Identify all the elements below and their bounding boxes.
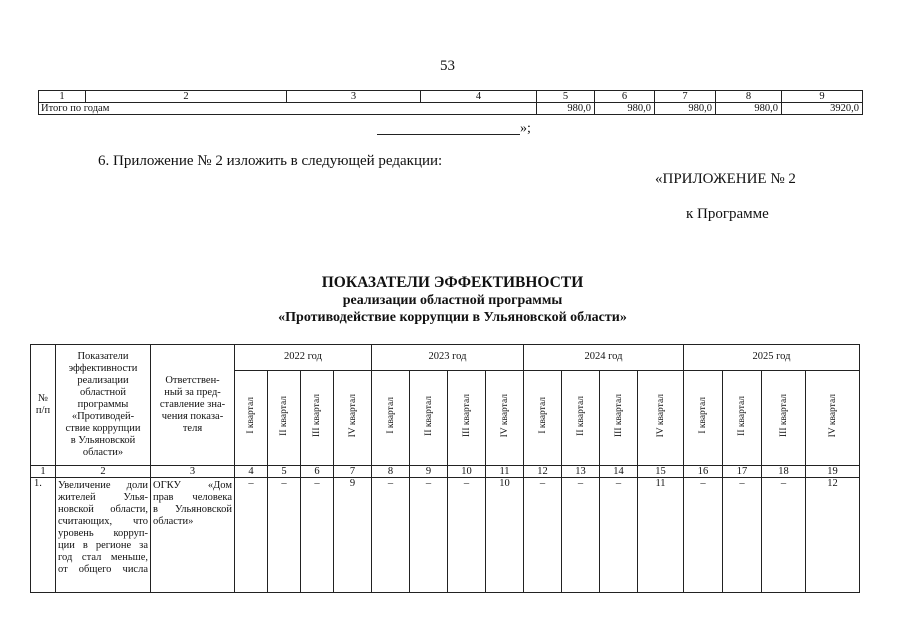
text-line: считающих, что <box>58 516 148 527</box>
title-line-3: «Противодействие коррупции в Ульяновской области» <box>278 310 627 325</box>
value-cell: – <box>235 478 268 593</box>
value-cell: – <box>410 478 448 593</box>
quarter-header <box>806 370 860 465</box>
header-text: № <box>37 393 49 404</box>
quarter-label: IV квартал <box>347 394 358 438</box>
header-cell: 7 <box>655 91 716 103</box>
text-line: прав человека <box>153 492 232 503</box>
text-line: новской области, <box>58 504 148 515</box>
value-cell: 12 <box>806 478 860 593</box>
quarter-header <box>524 370 562 465</box>
header-text: ставление зна- <box>159 399 226 410</box>
total-row-label: Итого по годам <box>39 103 537 115</box>
header-cell: 6 <box>595 91 655 103</box>
header-text: «Противодей- <box>71 411 135 422</box>
indicators-table <box>30 344 860 593</box>
quarter-header <box>372 370 410 465</box>
quarter-label: II квартал <box>575 395 586 436</box>
header-cell: 4 <box>421 91 537 103</box>
quarter-label: IV квартал <box>827 394 838 438</box>
value-cell: – <box>562 478 600 593</box>
column-number: 4 <box>235 466 268 478</box>
quarter-header <box>410 370 448 465</box>
column-number: 18 <box>762 466 806 478</box>
col-num-header <box>31 345 56 466</box>
value-cell: 11 <box>638 478 684 593</box>
appendix-title: «ПРИЛОЖЕНИЕ № 2 <box>655 171 796 187</box>
header-cell: 1 <box>39 91 86 103</box>
quarter-label: IV квартал <box>499 394 510 438</box>
quarter-label: II квартал <box>737 395 747 436</box>
table-row <box>31 478 860 593</box>
header-cell: 5 <box>537 91 595 103</box>
column-number: 3 <box>151 466 235 478</box>
col-indicator-header <box>56 345 151 466</box>
appendix-subtitle: к Программе <box>686 206 769 222</box>
header-cell: 3 <box>287 91 421 103</box>
quarter-header <box>638 370 684 465</box>
quarter-header <box>723 370 762 465</box>
header-text: ный за пред- <box>164 387 221 398</box>
text-line: области» <box>153 516 194 527</box>
col-responsible-header <box>151 345 235 466</box>
table-cell: 980,0 <box>595 103 655 115</box>
table-row <box>39 103 863 115</box>
column-number: 10 <box>448 466 486 478</box>
text-line: ции в регионе за <box>58 540 148 551</box>
header-cell: 8 <box>716 91 782 103</box>
value-cell: – <box>723 478 762 593</box>
year-header: 2024 год <box>524 345 684 371</box>
quarter-header <box>235 370 268 465</box>
quarter-label: III квартал <box>461 394 472 438</box>
table-cell: 980,0 <box>716 103 782 115</box>
quarter-label: III квартал <box>613 394 624 438</box>
value-cell: – <box>684 478 723 593</box>
table-cell: 3920,0 <box>782 103 863 115</box>
quarter-label: III квартал <box>778 394 789 438</box>
column-number: 16 <box>684 466 723 478</box>
year-header: 2023 год <box>372 345 524 371</box>
header-text: в Ульяновской <box>70 435 136 446</box>
header-text: области» <box>82 447 124 458</box>
header-text: теля <box>182 423 203 434</box>
quarter-label: I квартал <box>698 397 708 435</box>
column-number: 2 <box>56 466 151 478</box>
summary-table <box>38 90 863 115</box>
indicator-text <box>56 478 151 593</box>
value-cell: – <box>448 478 486 593</box>
row-number: 1. <box>31 478 56 593</box>
instruction-text: 6. Приложение № 2 изложить в следующей редакции: <box>98 153 443 169</box>
table-header-row <box>39 91 863 103</box>
column-number: 6 <box>301 466 334 478</box>
responsible-text <box>151 478 235 593</box>
column-number: 9 <box>410 466 448 478</box>
column-number: 13 <box>562 466 600 478</box>
year-header: 2022 год <box>235 345 372 371</box>
quarter-label: I квартал <box>246 397 256 435</box>
value-cell: – <box>301 478 334 593</box>
header-text: чения показа- <box>161 411 224 422</box>
column-number: 8 <box>372 466 410 478</box>
value-cell: – <box>762 478 806 593</box>
title-line-2: реализации областной программы <box>342 293 563 308</box>
quarter-header <box>334 370 372 465</box>
closing-quote: »; <box>520 121 531 136</box>
table-cell: 980,0 <box>655 103 716 115</box>
text-line: уровень корруп- <box>58 528 148 539</box>
table-cell: 980,0 <box>537 103 595 115</box>
header-text: ствие коррупции <box>65 423 141 434</box>
year-header: 2025 год <box>684 345 860 371</box>
quarter-label: I квартал <box>385 397 396 435</box>
quarter-header <box>301 370 334 465</box>
column-number: 17 <box>723 466 762 478</box>
text-line: ОГКУ «Дом <box>153 480 232 491</box>
column-number: 1 <box>31 466 56 478</box>
header-text: программы <box>77 399 129 410</box>
quarter-label: I квартал <box>537 397 548 435</box>
value-cell: 9 <box>334 478 372 593</box>
quarter-label: IV квартал <box>655 394 666 438</box>
text-line: в Ульяновской <box>153 504 232 515</box>
column-number: 7 <box>334 466 372 478</box>
header-row-years <box>31 345 860 371</box>
quarter-header <box>448 370 486 465</box>
quarter-header <box>762 370 806 465</box>
header-cell: 2 <box>86 91 287 103</box>
header-text: эффективности <box>68 363 138 374</box>
header-cell: 9 <box>782 91 863 103</box>
quarter-header <box>268 370 301 465</box>
quarter-label: III квартал <box>312 394 322 438</box>
quarter-header <box>600 370 638 465</box>
header-text: п/п <box>35 405 51 416</box>
header-text: Ответствен- <box>165 375 220 386</box>
numbering-row <box>31 466 860 478</box>
title-line-1: ПОКАЗАТЕЛИ ЭФФЕКТИВНОСТИ <box>321 274 584 291</box>
column-number: 5 <box>268 466 301 478</box>
page-number: 53 <box>440 58 455 74</box>
text-line: Увеличение доли <box>58 480 148 491</box>
column-number: 19 <box>806 466 860 478</box>
quarter-label: II квартал <box>423 395 434 436</box>
quarter-header <box>684 370 723 465</box>
page-title <box>0 274 905 326</box>
quarter-header <box>486 370 524 465</box>
header-text: Показатели <box>77 351 129 362</box>
column-number: 14 <box>600 466 638 478</box>
value-cell: – <box>600 478 638 593</box>
quarter-label: II квартал <box>279 395 289 436</box>
quarter-header <box>562 370 600 465</box>
value-cell: 10 <box>486 478 524 593</box>
text-line: год стал меньше, <box>58 552 148 563</box>
column-number: 11 <box>486 466 524 478</box>
column-number: 12 <box>524 466 562 478</box>
header-text: областной <box>80 387 126 398</box>
value-cell: – <box>524 478 562 593</box>
value-cell: – <box>268 478 301 593</box>
column-number: 15 <box>638 466 684 478</box>
header-text: реализации <box>77 375 129 386</box>
text-line: от общего числа <box>58 564 148 575</box>
value-cell: – <box>372 478 410 593</box>
closing-underline <box>377 134 520 135</box>
text-line: жителей Улья- <box>58 492 148 503</box>
